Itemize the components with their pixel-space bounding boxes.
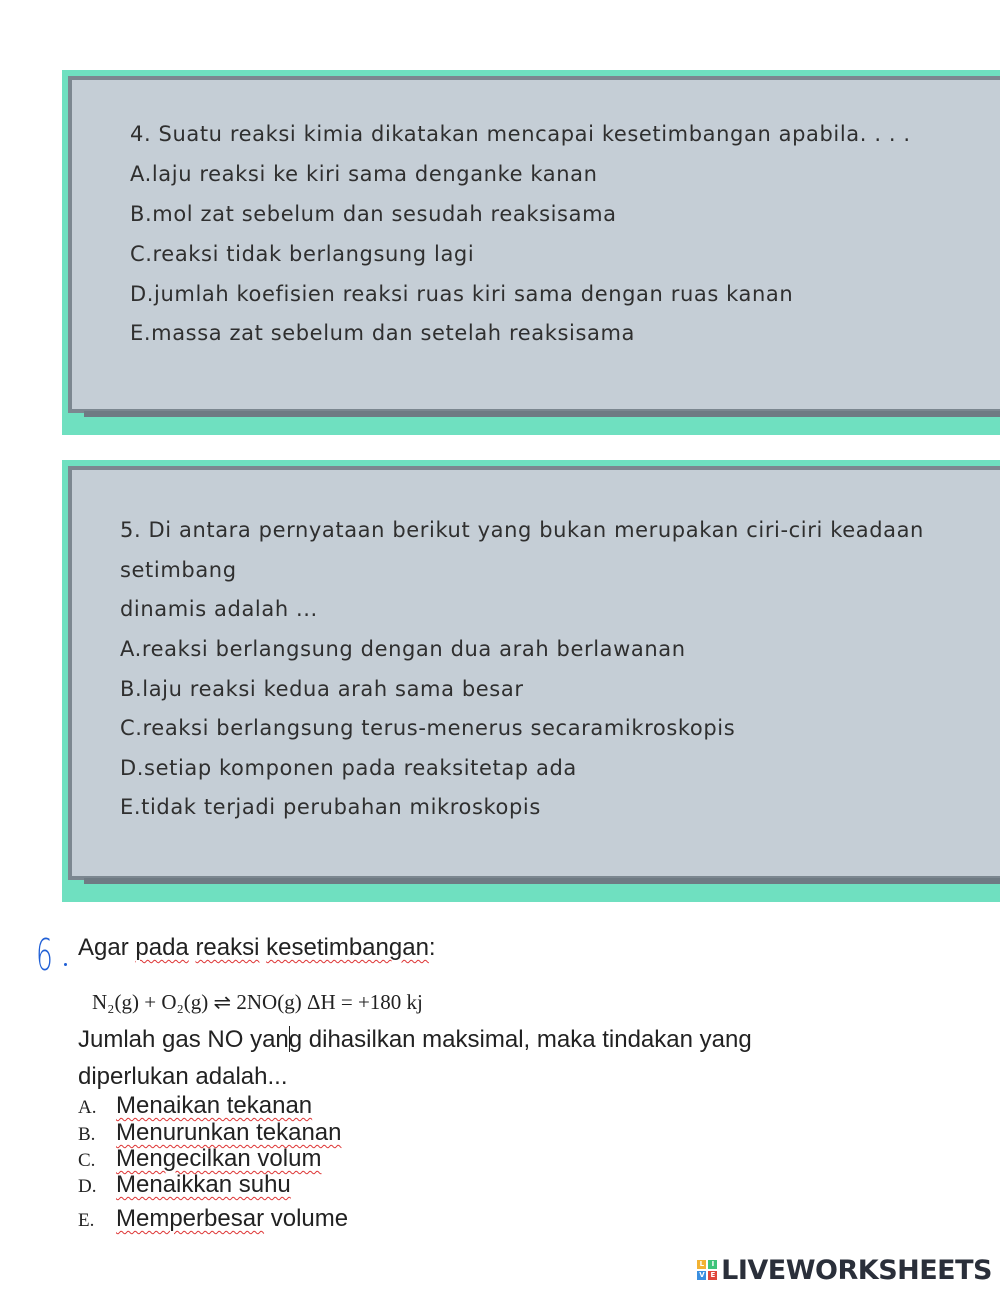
question-5-text-line1: 5. Di antara pernyataan berikut yang bukan merupakan ciri-ciri keadaan [120, 518, 924, 542]
question-5-option-e: E.tidak terjadi perubahan mikroskopis [120, 795, 541, 819]
question-6-prompt-line1: Jumlah gas NO yang dihasilkan maksimal, maka tindakan yang [78, 1026, 752, 1053]
question-6-prompt-line2: diperlukan adalah... [78, 1063, 288, 1090]
question-5-text-line3: dinamis adalah ... [120, 597, 318, 621]
question-5-option-b: B.laju reaksi kedua arah sama besar [120, 677, 524, 701]
logo-tile-l: L [697, 1260, 706, 1269]
question-6-handwritten-dot [64, 963, 67, 966]
question-6-title: Agar pada reaksi kesetimbangan: [78, 934, 436, 961]
question-6-option-b: B. Menurunkan tekanan [78, 1119, 342, 1146]
liveworksheets-brand [697, 1253, 992, 1287]
question-4-option-e: E.massa zat sebelum dan setelah reaksisama [130, 321, 636, 345]
question-4-option-a: A.laju reaksi ke kiri sama denganke kanan [130, 162, 598, 186]
question-5-shadow [84, 878, 1000, 884]
question-5-card [62, 460, 1000, 902]
question-6-handwritten-number: 6 [36, 930, 53, 981]
question-6-option-a: A. Menaikan tekanan [78, 1092, 313, 1119]
question-5-text-line2: setimbang [120, 558, 237, 582]
question-4-text: 4. Suatu reaksi kimia dikatakan mencapai kesetimbangan apabila. . . . [130, 122, 911, 146]
question-4-card [62, 70, 1000, 435]
question-6-option-c: C. Mengecilkan volum [78, 1145, 322, 1172]
logo-tile-e: E [708, 1271, 717, 1280]
question-6-option-e: E. Memperbesar volume [78, 1205, 349, 1232]
liveworksheets-logo-icon [697, 1260, 717, 1280]
question-4-option-d: D.jumlah koefisien reaksi ruas kiri sama dengan ruas kanan [130, 282, 794, 306]
brand-name: LIVEWORKSHEETS [721, 1254, 992, 1286]
question-5-option-c: C.reaksi berlangsung terus-menerus secaramikroskopis [120, 716, 736, 740]
question-4-option-b: B.mol zat sebelum dan sesudah reaksisama [130, 202, 617, 226]
question-4-option-c: C.reaksi tidak berlangsung lagi [130, 242, 475, 266]
question-5-option-a: A.reaksi berlangsung dengan dua arah berlawanan [120, 637, 686, 661]
question-5-option-d: D.setiap komponen pada reaksitetap ada [120, 756, 577, 780]
logo-tile-i: I [708, 1260, 717, 1269]
question-6-equation: N₂(g) + O₂(g) ⇌ 2NO(g) ΔH = +180 kj [92, 990, 423, 1014]
logo-tile-v: V [697, 1271, 706, 1280]
question-6-option-d: D. Menaikkan suhu [78, 1171, 291, 1198]
question-4-shadow [84, 411, 1000, 417]
